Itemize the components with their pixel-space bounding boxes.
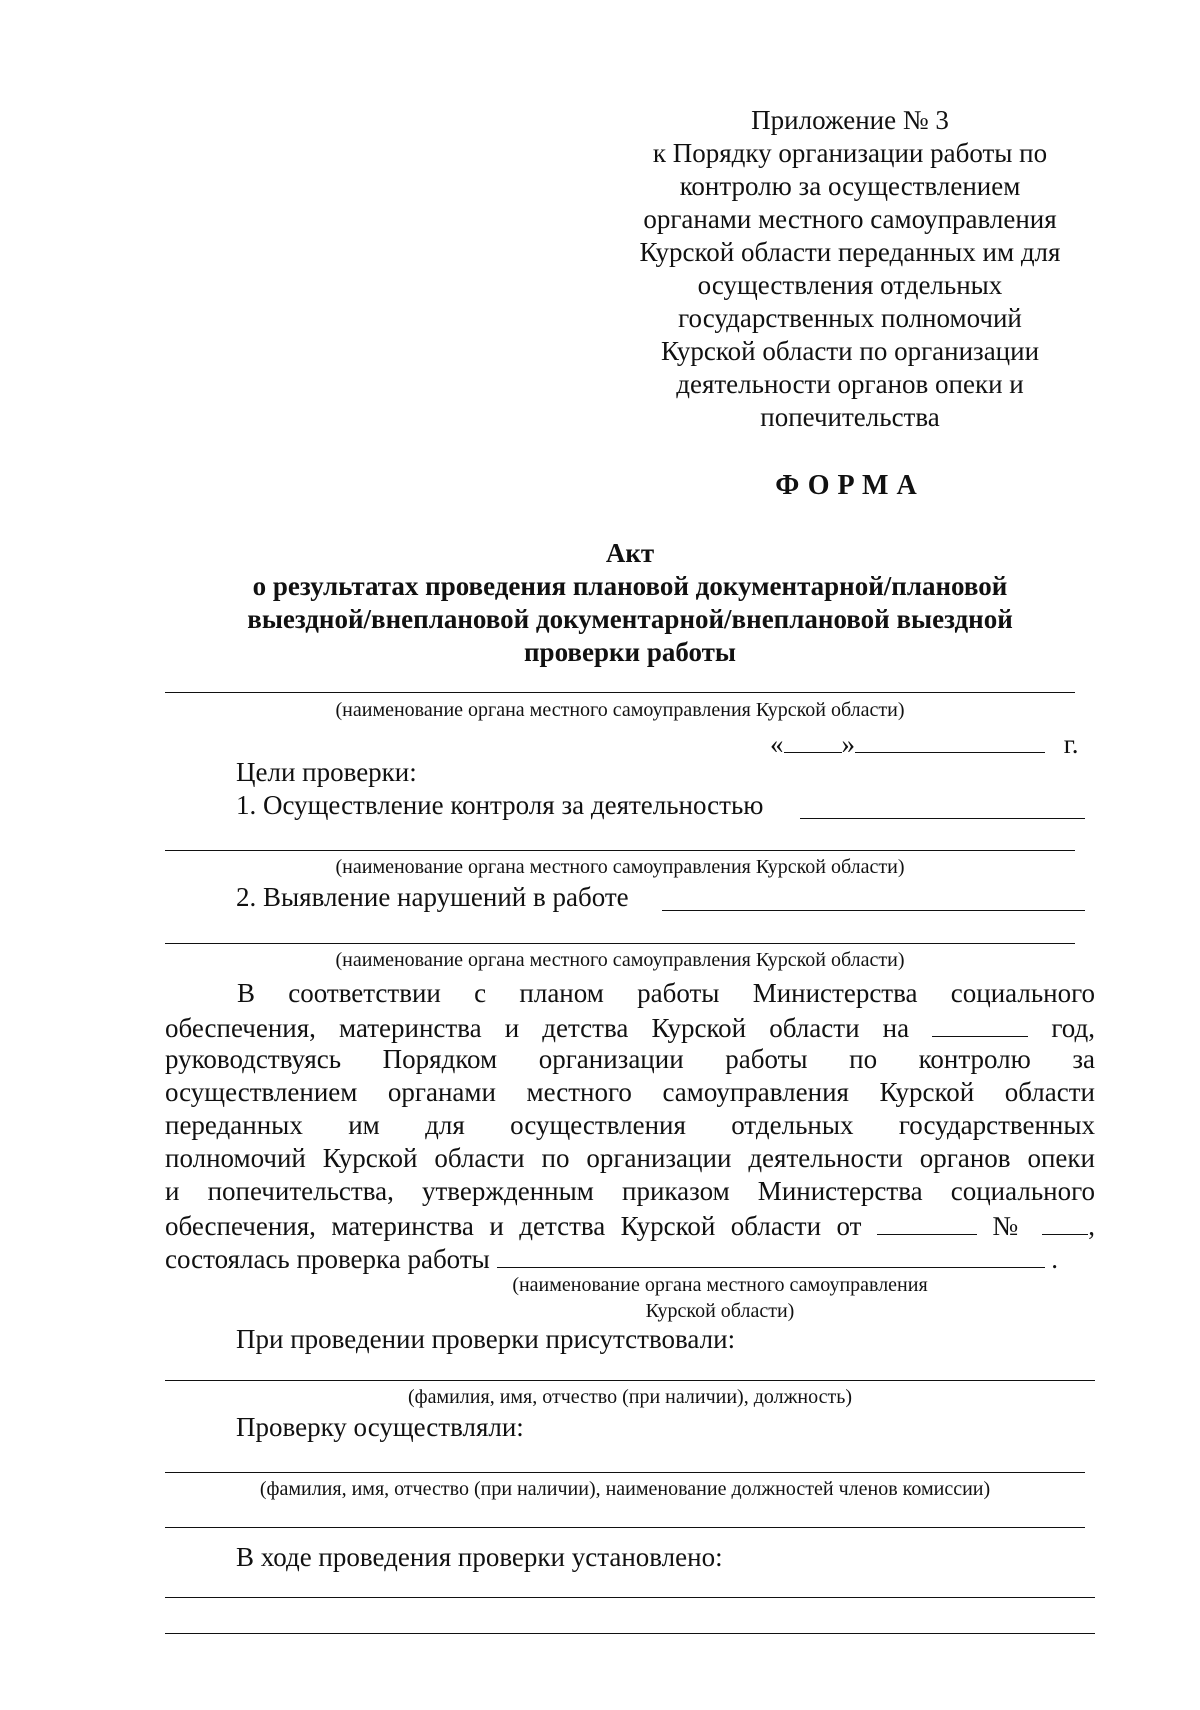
present-heading: При проведении проверки присутствовали: [236, 1324, 736, 1354]
date-open-quote: « [770, 729, 784, 759]
appendix-line: государственных полномочий [678, 303, 1022, 333]
organ-caption: (наименование органа местного самоуправления Курской области) [335, 949, 905, 971]
body-text-part: , [1088, 1211, 1096, 1241]
goal-2-field[interactable] [662, 910, 1085, 911]
appendix-line: попечительства [760, 402, 940, 432]
appendix-line: Приложение № 3 [751, 105, 949, 135]
caption-line: Курской области) [645, 1300, 795, 1322]
appendix-line: осуществления отдельных [697, 270, 1003, 300]
date-close-quote: » [841, 729, 855, 759]
present-caption: (фамилия, имя, отчество (при наличии), должность) [407, 1386, 853, 1408]
goal-1-field[interactable] [800, 818, 1085, 819]
present-field[interactable] [165, 1380, 1095, 1381]
commission-field-2[interactable] [165, 1527, 1085, 1528]
commission-caption: (фамилия, имя, отчество (при наличии), наименование должностей членов комиссии) [259, 1478, 991, 1500]
goal-2-organ-field[interactable] [165, 943, 1075, 944]
act-subtitle-line: о результатах проведения плановой документарной/плановой [252, 571, 1008, 601]
body-paragraph [165, 977, 1095, 1274]
organ-caption-split [500, 1272, 940, 1324]
appendix-line: деятельности органов опеки и [676, 369, 1024, 399]
body-text-part: № [992, 1211, 1027, 1241]
body-line: осуществлением органами местного самоуправления Курской области [165, 1077, 1095, 1107]
body-text-part: обеспечения, материнства и детства Курской области от [165, 1211, 862, 1241]
appendix-block [600, 104, 1100, 434]
body-line [165, 1010, 1095, 1043]
form-label: ФОРМА [775, 470, 925, 501]
body-text-part: состоялась проверка работы [165, 1244, 490, 1274]
date-day-field[interactable] [784, 726, 842, 753]
established-heading: В ходе проведения проверки установлено: [236, 1542, 723, 1572]
established-field-1[interactable] [165, 1597, 1095, 1598]
order-date-field[interactable] [877, 1208, 977, 1235]
body-text-part: обеспечения, материнства и детства Курской области на [165, 1013, 910, 1043]
goal-item-1: 1. Осуществление контроля за деятельностью [236, 790, 764, 820]
act-title-block [165, 537, 1095, 669]
body-line: руководствуясь Порядком организации работы по контролю за [165, 1044, 1095, 1074]
commission-field[interactable] [165, 1472, 1085, 1473]
body-text-part: год, [1051, 1013, 1095, 1043]
act-title: Акт [605, 538, 655, 568]
organ-name-field[interactable] [165, 692, 1075, 693]
body-line: и попечительства, утвержденным приказом Министерства социального [165, 1176, 1095, 1206]
appendix-line: органами местного самоуправления [643, 204, 1057, 234]
goals-heading: Цели проверки: [236, 757, 417, 787]
established-field-2[interactable] [165, 1633, 1095, 1634]
goal-1-organ-field[interactable] [165, 850, 1075, 851]
checked-organ-field[interactable] [497, 1241, 1045, 1268]
appendix-line: к Порядку организации работы по [652, 138, 1048, 168]
body-line: переданных им для осуществления отдельных государственных [165, 1110, 1095, 1140]
plan-year-field[interactable] [932, 1010, 1028, 1037]
date-month-field[interactable] [855, 726, 1045, 753]
act-subtitle-line: проверки работы [524, 637, 736, 667]
appendix-line: контролю за осуществлением [679, 171, 1021, 201]
order-number-field[interactable] [1042, 1208, 1088, 1235]
organ-caption: (наименование органа местного самоуправления Курской области) [335, 856, 905, 878]
body-line: В соответствии с планом работы Министерства социального [237, 978, 1095, 1008]
organ-caption: (наименование органа местного самоуправления Курской области) [335, 699, 905, 721]
appendix-line: Курской области по организации [660, 336, 1040, 366]
body-line: полномочий Курской области по организации деятельности органов опеки [165, 1143, 1095, 1173]
body-line [165, 1208, 1095, 1241]
body-text-part: . [1051, 1244, 1059, 1274]
date-line [770, 726, 1079, 760]
performed-heading: Проверку осуществляли: [236, 1412, 524, 1442]
caption-line: (наименование органа местного самоуправления [512, 1274, 928, 1296]
date-year-suffix: г. [1063, 729, 1079, 759]
goal-item-2: 2. Выявление нарушений в работе [236, 882, 629, 912]
act-subtitle-line: выездной/внеплановой документарной/внеплановой выездной [247, 604, 1013, 634]
appendix-line: Курской области переданных им для [639, 237, 1061, 267]
body-line [165, 1241, 1095, 1274]
